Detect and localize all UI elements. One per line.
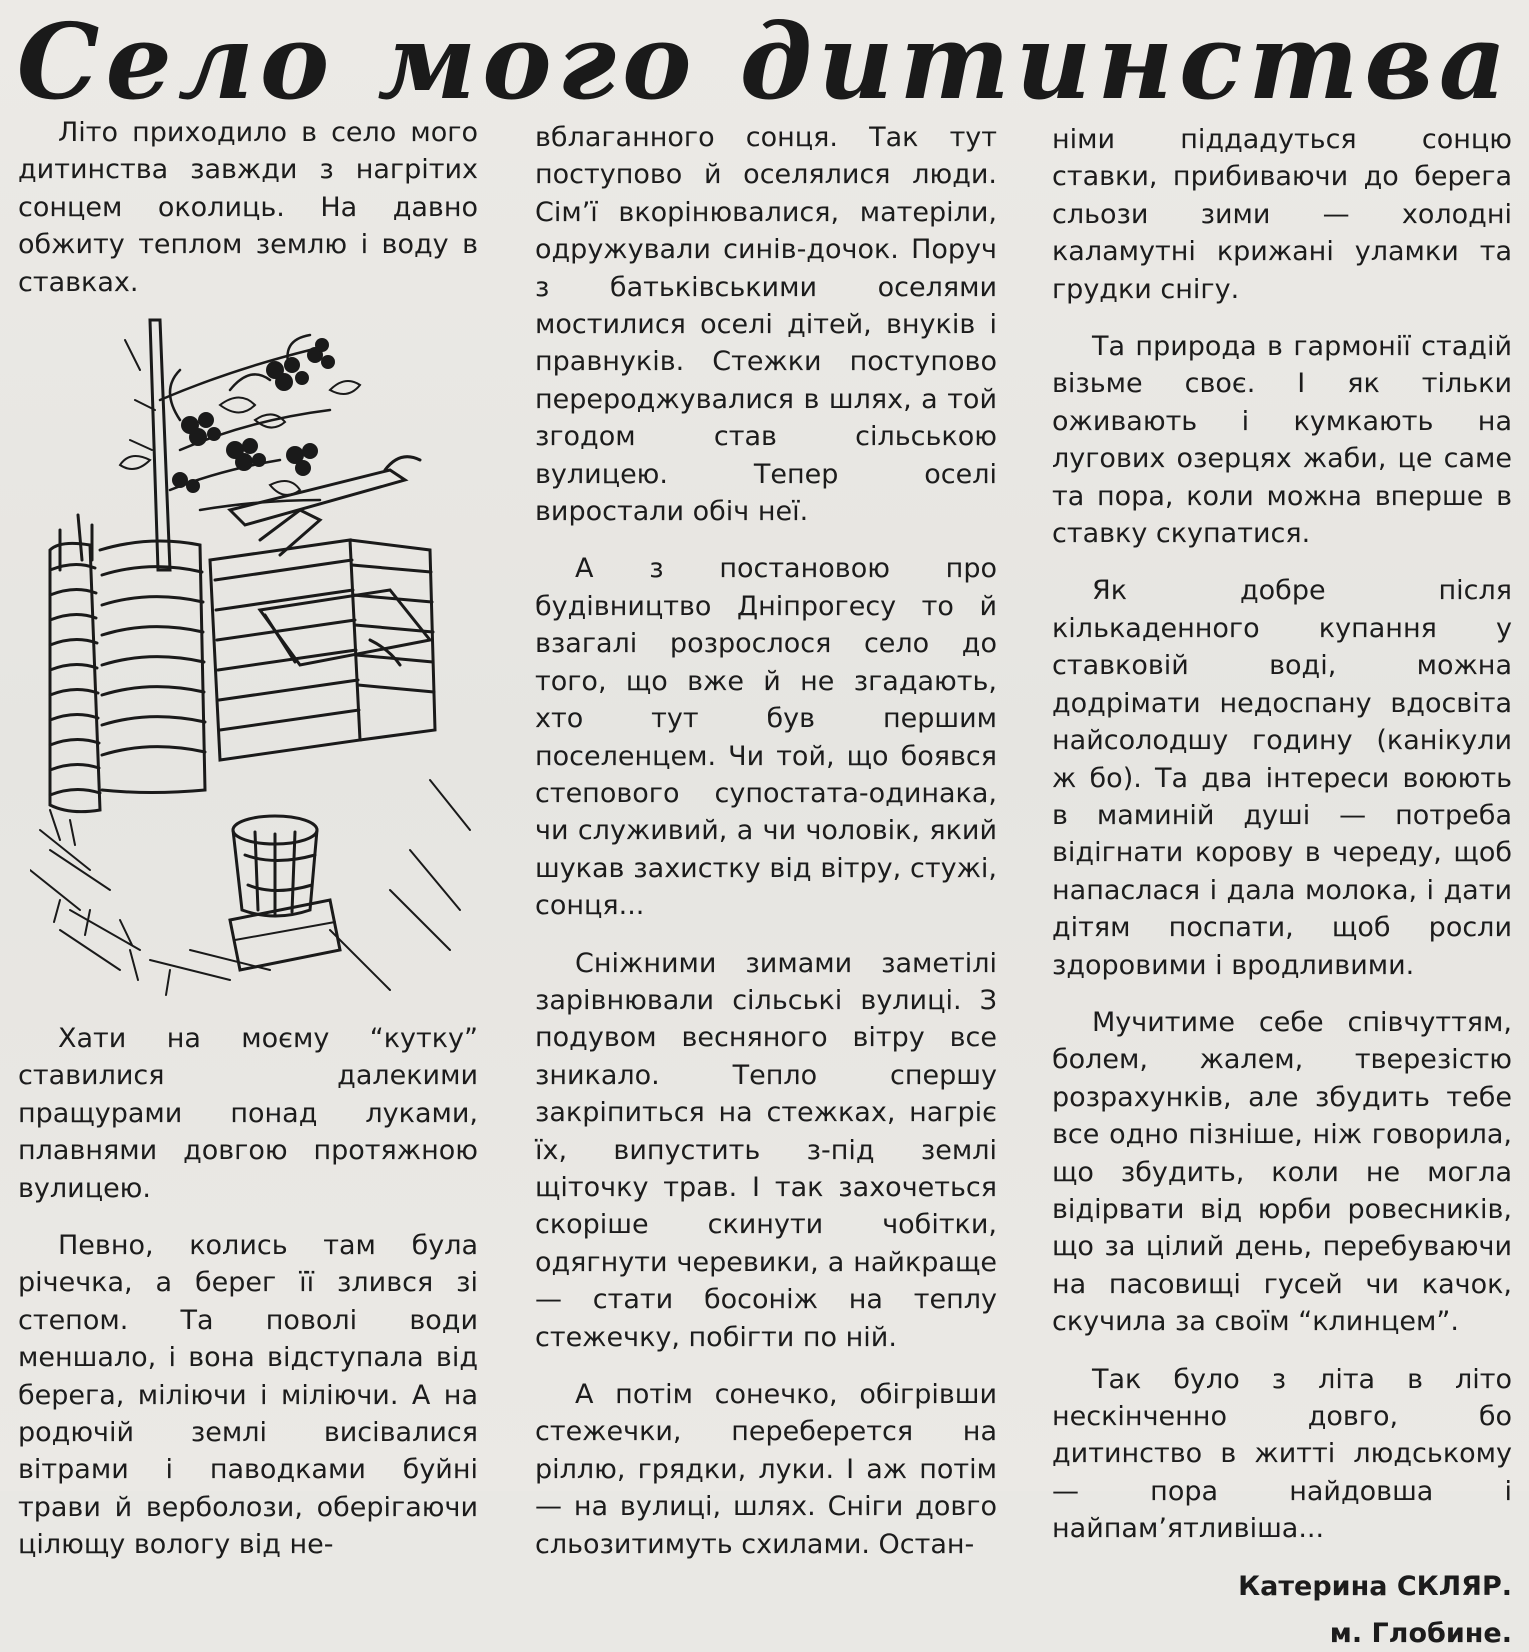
author-location: м. Глобине. xyxy=(1329,1618,1512,1650)
well-illustration-icon xyxy=(30,310,480,1010)
paragraph: Хати на моєму “кутку” ставилися далекими пращурами понад луками, плавнями довгою протяжною вулицею. xyxy=(18,1023,478,1204)
paragraph: Певно, колись там була річечка, а берег її злився зі степом. Та поволі води меншало, і вона відступала від берега, міліючи і міліючи. А на родючій землі висівалися вітрами і паводками буйні трави й верболози, оберігаючи цілющу вологу від не- xyxy=(18,1230,478,1561)
author-signature: Катерина СКЛЯР. xyxy=(1238,1570,1512,1602)
paragraph: Як добре після кількаденного купання у ставковій воді, можна додрімати недоспану вдосвіта найсолодшу годину (канікули ж бо). Та два інтереси воюють в маминій душі — потреба відігнати корову в череду, щоб напаслася і дала молока, і дати дітям поспати, щоб росли здоровими і вродливими. xyxy=(1052,575,1512,981)
paragraph: вблаганного сонця. Так тут поступово й оселялися люди. Сім’ї вкорінювалися, матеріли, одружували синів-дочок. Поруч з батьківськими оселями мостилися оселі дітей, внуків і правнуків. Стежки поступово перероджувалися в шлях, а той згодом став сільською вулицею. Тепер оселі виростали обіч неї. xyxy=(535,122,997,528)
paragraph: Та природа в гармонії стадій візьме своє. І як тільки оживають і кумкають на лугових озерцях жаби, це саме та пора, коли можна вперше в ставку скупатися. xyxy=(1052,331,1512,550)
paragraph: Сніжними зимами заметілі зарівнювали сільські вулиці. З подувом весняного вітру все зникало. Тепло спершу закріпиться на стежках, нагріє їх, випустить з-під землі щіточку трав. І так захочеться скоріше скинути чобітки, одягнути черевики, а найкраще — стати босоніж на теплу стежечку, побігти по ній. xyxy=(535,947,997,1353)
paragraph: Мучитиме себе співчуттям, болем, жалем, тверезістю розрахунків, але збудить тебе все одно пізніше, ніж говорила, що збудить, коли не могла відірвати від юрби ровесників, що за цілий день, перебуваючи на пасовищі гусей чи качок, скучила за своїм “клинцем”. xyxy=(1052,1006,1512,1338)
left-column-top xyxy=(18,114,478,321)
paragraph: Так було з літа в літо нескінченно довго, бо дитинство в житті людському — пора найдовша і найпам’ятливіша... xyxy=(1052,1363,1512,1545)
paragraph: Літо приходило в село мого дитинства завжди з нагрітих сонцем околиць. На давно обжиту теплом землю і воду в ставках. xyxy=(18,117,478,298)
left-column-bottom xyxy=(18,1020,478,1584)
right-column xyxy=(1052,121,1512,1652)
article-title: Село мого дитинства xyxy=(16,0,1513,123)
middle-column xyxy=(535,119,997,1583)
paragraph: німи піддадуться сонцю ставки, прибиваючи до берега сльози зими — холодні каламутні крижані уламки та грудки снігу. xyxy=(1052,124,1512,305)
paragraph: А з постановою про будівництво Дніпрогесу то й взагалі розрослося село до того, що вже й не згадають, хто тут був першим поселенцем. Чи той, що боявся степового супостата-одинака, чи служивий, а чи чоловік, який шукав захистку від вітру, стужі, сонця... xyxy=(535,553,997,922)
paragraph: А потім сонечко, обігрівши стежечки, переберется на ріллю, грядки, луки. І аж потім — на вулиці, шлях. Сніги довго сльозитимуть схилами. Остан- xyxy=(535,1379,997,1560)
